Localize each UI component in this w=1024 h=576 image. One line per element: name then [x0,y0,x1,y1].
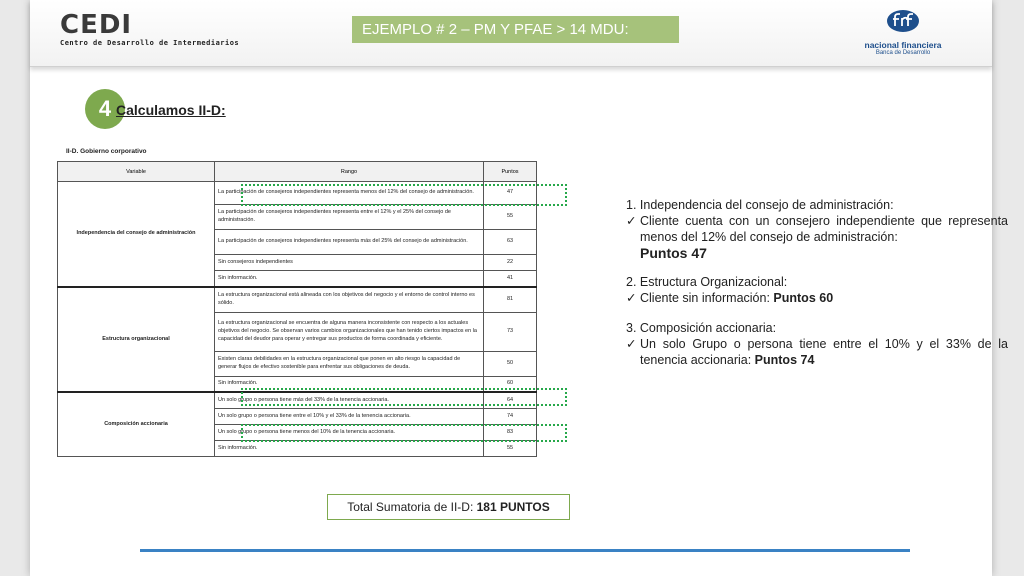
total-value: 181 PUNTOS [476,500,550,514]
rango-cell: La participación de consejeros independientes representa entre el 12% y el 25% del consejo de administración. [215,205,484,230]
explanation-panel [626,197,1008,368]
puntos-cell: 55 [484,441,537,457]
rango-cell: La participación de consejeros independientes representa menos del 12% del consejo de administración. [215,182,484,205]
item2-title: 2. Estructura Organizacional: [626,275,788,289]
nafin-logo [853,9,953,56]
rango-cell: Un solo grupo o persona tiene menos del 10% de la tenencia accionaria. [215,425,484,441]
item1-text: Cliente cuenta con un consejero independiente que representa menos del 12% del consejo de administración: [640,214,1008,244]
header-bar [30,0,992,67]
item3-body [640,336,1008,368]
table-caption: II-D. Gobierno corporativo [66,148,147,155]
column-header-variable: Variable [58,162,215,182]
check-icon: ✓ [626,291,637,305]
variable-cell: Composición accionaria [58,392,215,457]
rango-cell: La estructura organizacional está alineada con los objetivos del negocio y el entorno de control interno es sólido. [215,287,484,313]
total-label: Total Sumatoria de II-D: [347,500,477,514]
highlight-row-60 [241,388,567,406]
puntos-cell: 55 [484,205,537,230]
item1-check [626,213,1008,262]
puntos-cell: 41 [484,271,537,288]
item3-check [626,336,1008,368]
bottom-divider [140,549,910,552]
puntos-cell: 63 [484,230,537,255]
cedi-logo-subtitle: Centro de Desarrollo de Intermediarios [60,39,240,47]
rango-cell: La estructura organizacional se encuentra de alguna manera inconsistente con respecto a los actuales objetivos del negocio. Se observan varios cambios organizacionales que han tenido ciertos impactos en la capacidad del deudor para operar y entregar sus productos de forma coordinada y eficiente. [215,313,484,352]
step-number-badge: 4 [85,89,125,129]
item3-text: Un solo Grupo o persona tiene entre el 10% y el 33% de la tenencia accionaria: [640,337,1008,367]
total-sum-box [327,494,570,520]
puntos-cell: 83 [484,425,537,441]
rango-cell: Sin consejeros independientes [215,255,484,271]
item2-text: Cliente sin información: [640,291,774,305]
column-header-puntos: Puntos [484,162,537,182]
puntos-cell: 47 [484,182,537,205]
column-header-rango: Rango [215,162,484,182]
rango-cell: La participación de consejeros independientes representa más del 25% del consejo de administración. [215,230,484,255]
puntos-cell: 73 [484,313,537,352]
nafin-logo-name: nacional financiera [864,40,942,50]
rango-cell: Sin información. [215,441,484,457]
table-header-row [58,162,537,182]
item1-title: 1. Independencia del consejo de administración: [626,198,894,212]
item2-check [626,290,1008,306]
rango-cell: Sin información. [215,271,484,288]
check-icon: ✓ [626,337,637,351]
rango-cell: Existen claras debilidades en la estructura organizacional que ponen en alto riesgo la capacidad de generar flujos de efectivo sostenible para enfrentar sus obligaciones de deuda. [215,352,484,377]
highlight-row-47 [241,184,567,206]
puntos-cell: 50 [484,352,537,377]
item2-body [640,290,833,306]
table-row [58,287,537,313]
puntos-cell: 60 [484,377,537,393]
puntos-cell: 22 [484,255,537,271]
cedi-logo-word: CEDI [60,10,133,40]
rango-cell: Un solo grupo o persona tiene entre el 10% y el 33% de la tenencia accionaria. [215,409,484,425]
item2-points: Puntos 60 [773,291,834,305]
item1-points: Puntos 47 [640,245,707,261]
puntos-cell: 64 [484,392,537,409]
variable-cell: Estructura organizacional [58,287,215,392]
item3-points: Puntos 74 [754,353,815,367]
rango-cell: Sin información. [215,377,484,393]
item3-title: 3. Composición accionaria: [626,321,777,335]
variable-cell: Independencia del consejo de administración [58,182,215,288]
item1-body [640,213,1008,262]
rango-cell: Un solo grupo o persona tiene más del 33% de la tenencia accionaria. [215,392,484,409]
nafin-emblem-icon [886,9,920,33]
check-icon: ✓ [626,214,637,228]
slide [30,0,1008,576]
step-title: Calculamos II-D: [116,102,226,118]
puntos-cell: 81 [484,287,537,313]
nafin-logo-subtitle: Banca de Desarrollo [875,50,931,56]
highlight-row-74 [241,424,567,442]
puntos-cell: 74 [484,409,537,425]
slide-title: EJEMPLO # 2 – PM Y PFAE > 14 MDU: [352,16,679,43]
cedi-logo [60,12,239,47]
